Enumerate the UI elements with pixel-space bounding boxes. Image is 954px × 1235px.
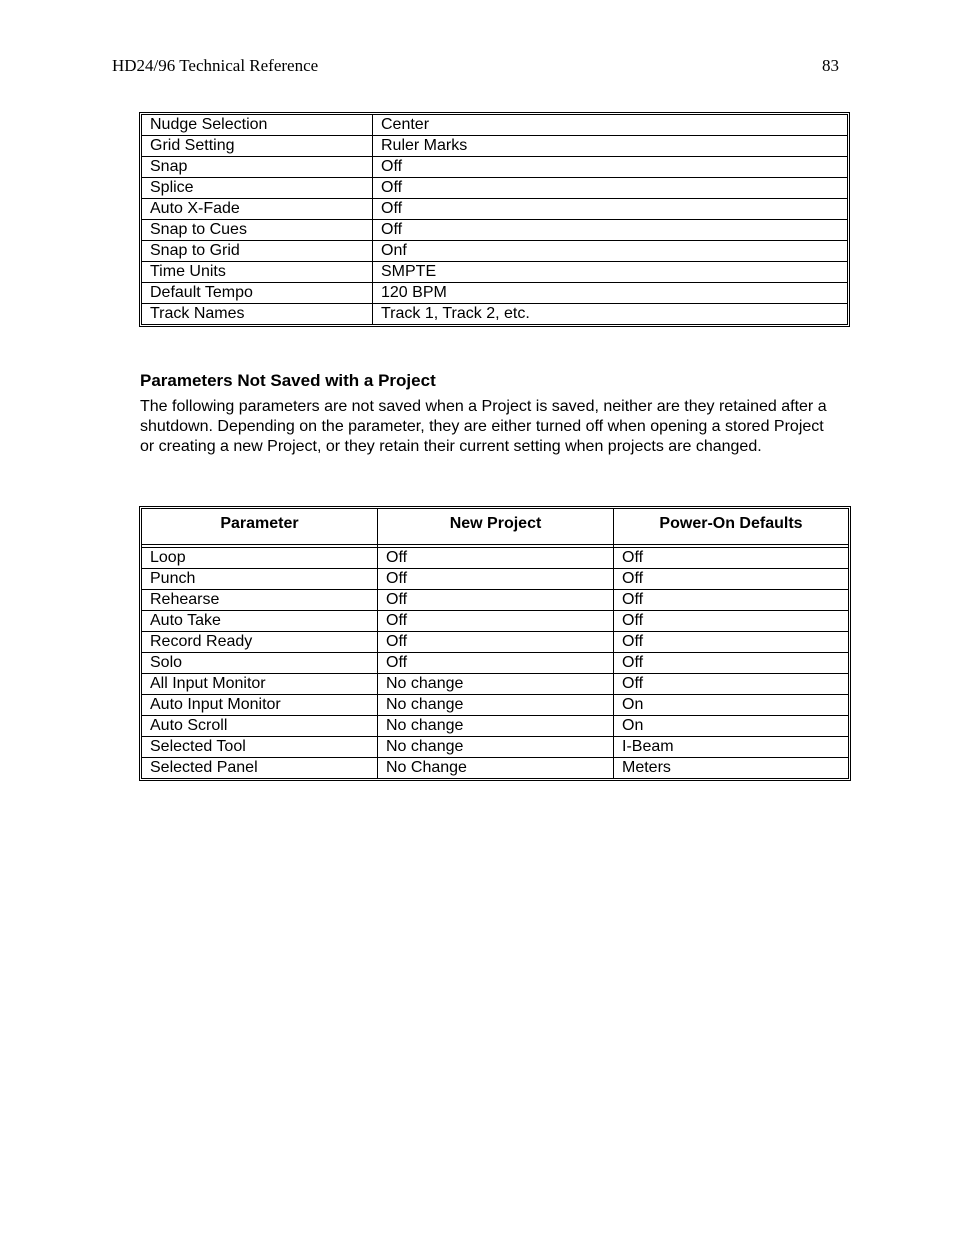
- parameter-cell: Snap: [142, 157, 373, 178]
- value-cell: Off: [373, 178, 848, 199]
- new-project-cell: Off: [378, 548, 614, 569]
- table-row: [142, 716, 849, 737]
- parameter-cell: Record Ready: [142, 632, 378, 653]
- parameter-cell: Auto X-Fade: [142, 199, 373, 220]
- saved-parameters-table-frame: [139, 112, 850, 327]
- value-cell: Center: [373, 115, 848, 136]
- new-project-cell: No change: [378, 695, 614, 716]
- power-on-cell: Meters: [614, 758, 849, 779]
- new-project-cell: No change: [378, 737, 614, 758]
- table-row: [142, 178, 848, 199]
- power-on-cell: Off: [614, 653, 849, 674]
- parameter-cell: Time Units: [142, 262, 373, 283]
- parameter-cell: Auto Take: [142, 611, 378, 632]
- value-cell: Off: [373, 199, 848, 220]
- parameter-cell: Auto Scroll: [142, 716, 378, 737]
- table-row: [142, 115, 848, 136]
- power-on-cell: I-Beam: [614, 737, 849, 758]
- parameter-cell: Solo: [142, 653, 378, 674]
- table-row: [142, 695, 849, 716]
- parameter-cell: All Input Monitor: [142, 674, 378, 695]
- value-cell: 120 BPM: [373, 283, 848, 304]
- new-project-cell: Off: [378, 590, 614, 611]
- power-on-cell: On: [614, 716, 849, 737]
- power-on-cell: Off: [614, 569, 849, 590]
- value-cell: Onf: [373, 241, 848, 262]
- parameter-cell: Default Tempo: [142, 283, 373, 304]
- new-project-cell: No change: [378, 716, 614, 737]
- value-cell: Off: [373, 220, 848, 241]
- section-paragraph: The following parameters are not saved when a Project is saved, neither are they retained after a shutdown. Depending on the parameter, they are either turned off when opening a stored Project or creating a new Project, or they retain their current setting when projects are changed.: [140, 398, 827, 455]
- table-row: [142, 611, 849, 632]
- parameter-cell: Selected Panel: [142, 758, 378, 779]
- table-row: [142, 758, 849, 779]
- table-row: [142, 632, 849, 653]
- page-number: 83: [822, 56, 839, 75]
- value-cell: Off: [373, 157, 848, 178]
- table-row: [142, 241, 848, 262]
- unsaved-parameters-table-frame: [139, 506, 851, 781]
- table-row: [142, 548, 849, 569]
- table-row: [142, 304, 848, 325]
- table-row: [142, 220, 848, 241]
- new-project-cell: Off: [378, 632, 614, 653]
- column-header-parameter: Parameter: [142, 509, 378, 545]
- parameter-cell: Rehearse: [142, 590, 378, 611]
- parameter-cell: Track Names: [142, 304, 373, 325]
- table-row: [142, 590, 849, 611]
- table-row: [142, 199, 848, 220]
- value-cell: SMPTE: [373, 262, 848, 283]
- table-row: [142, 569, 849, 590]
- saved-parameters-table: [141, 114, 848, 325]
- parameter-cell: Nudge Selection: [142, 115, 373, 136]
- value-cell: Track 1, Track 2, etc.: [373, 304, 848, 325]
- new-project-cell: No Change: [378, 758, 614, 779]
- table-row: [142, 262, 848, 283]
- parameter-cell: Selected Tool: [142, 737, 378, 758]
- power-on-cell: Off: [614, 674, 849, 695]
- new-project-cell: Off: [378, 569, 614, 590]
- table-row: [142, 157, 848, 178]
- new-project-cell: Off: [378, 653, 614, 674]
- table-row: [142, 136, 848, 157]
- power-on-cell: Off: [614, 632, 849, 653]
- running-header: [112, 56, 839, 80]
- table-row: [142, 283, 848, 304]
- power-on-cell: On: [614, 695, 849, 716]
- table-header-row: [142, 509, 849, 545]
- power-on-cell: Off: [614, 548, 849, 569]
- parameter-cell: Snap to Cues: [142, 220, 373, 241]
- power-on-cell: Off: [614, 611, 849, 632]
- parameter-cell: Auto Input Monitor: [142, 695, 378, 716]
- table-row: [142, 653, 849, 674]
- document-title: HD24/96 Technical Reference: [112, 56, 319, 75]
- table-row: [142, 737, 849, 758]
- parameter-cell: Snap to Grid: [142, 241, 373, 262]
- new-project-cell: No change: [378, 674, 614, 695]
- parameter-cell: Grid Setting: [142, 136, 373, 157]
- section-heading: Parameters Not Saved with a Project: [140, 371, 436, 390]
- power-on-cell: Off: [614, 590, 849, 611]
- parameter-cell: Punch: [142, 569, 378, 590]
- new-project-cell: Off: [378, 611, 614, 632]
- column-header-power-on-defaults: Power-On Defaults: [614, 509, 849, 545]
- parameter-cell: Splice: [142, 178, 373, 199]
- parameter-cell: Loop: [142, 548, 378, 569]
- column-header-new-project: New Project: [378, 509, 614, 545]
- value-cell: Ruler Marks: [373, 136, 848, 157]
- unsaved-parameters-table: [141, 508, 849, 779]
- table-row: [142, 674, 849, 695]
